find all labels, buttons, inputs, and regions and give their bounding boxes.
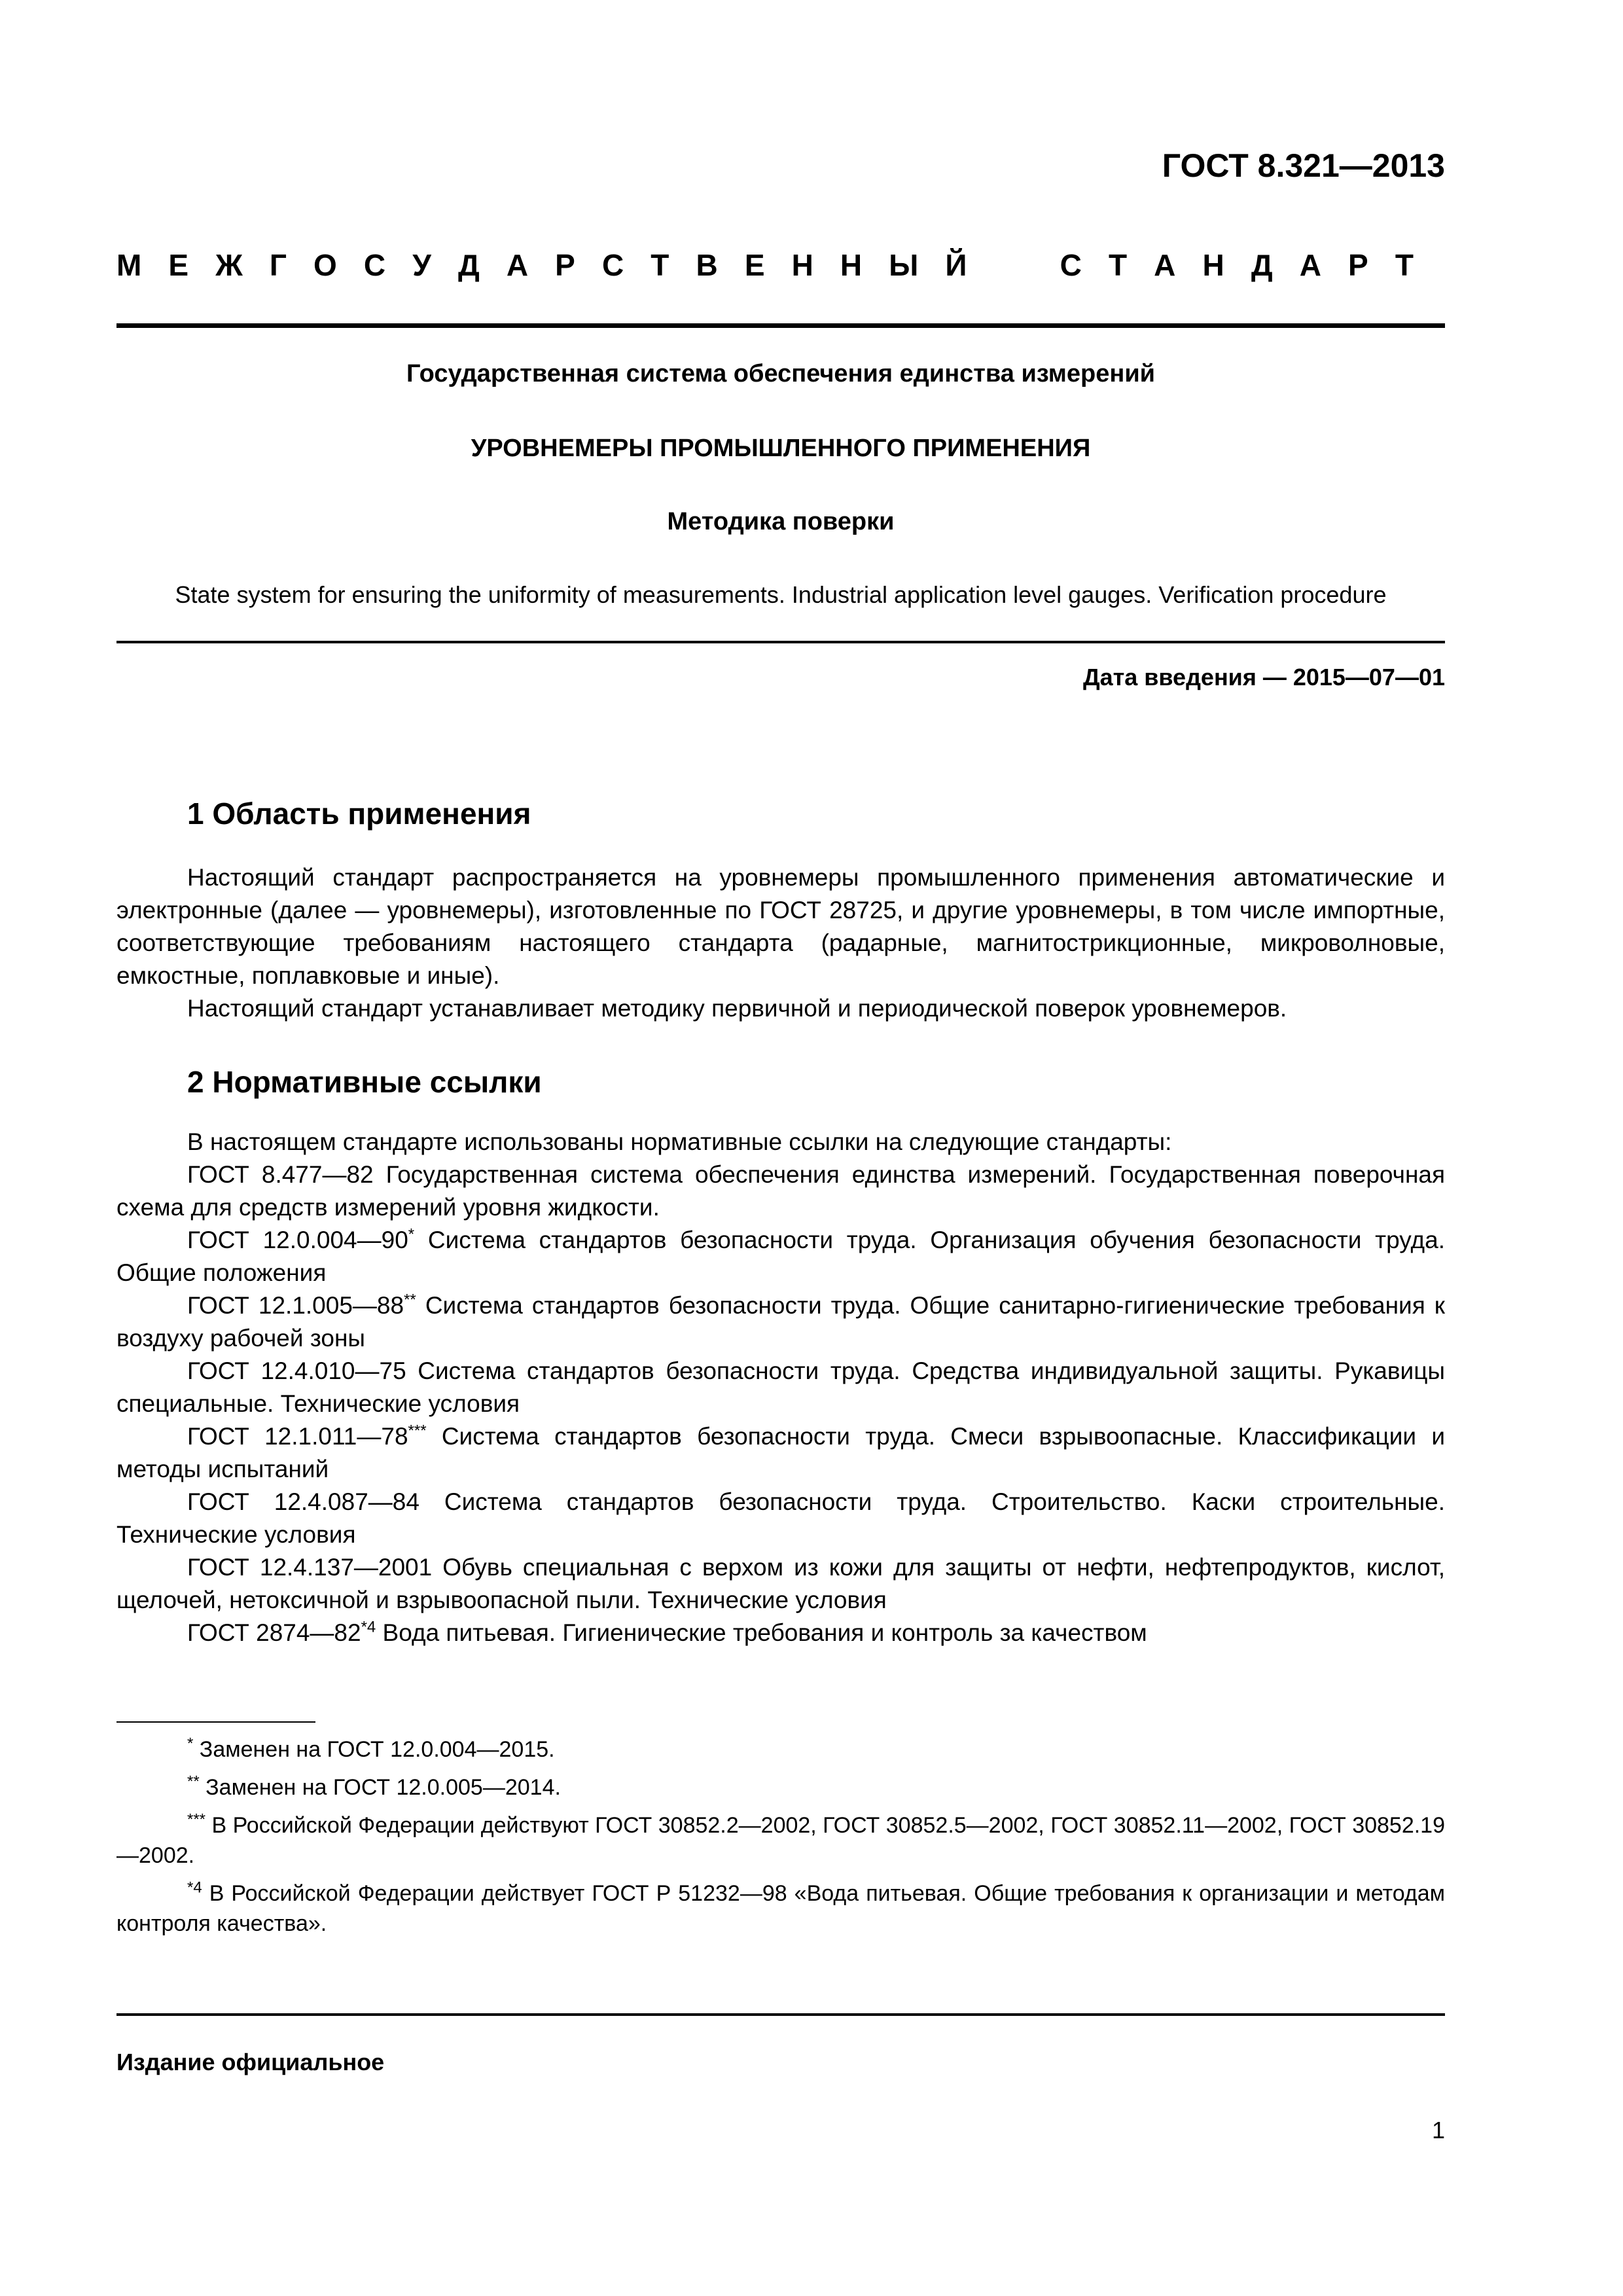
reference-text: Система стандартов безопасности труда. Строительство. Каски строительные. Технические условия bbox=[116, 1488, 1446, 1548]
paragraph: Настоящий стандарт распространяется на уровнемеры промышленного применения автоматические и электронные (далее — уровнемеры), изготовленные по ГОСТ 28725, и другие уровнемеры, в том числе импортные, соответствующие требованиям настоящего стандарта (радарные, магнитострикционные, микроволновые, емкостные, поплавковые и иные). bbox=[116, 864, 1445, 989]
banner-letter: Д bbox=[1251, 248, 1273, 282]
banner-word-gap bbox=[994, 247, 1033, 283]
footnote-mark: ** bbox=[404, 1291, 416, 1309]
footnote-text: В Российской Федерации действует ГОСТ Р 51232—98 «Вода питьевая. Общие требования к организации и методам контроля качества». bbox=[116, 1881, 1445, 1936]
banner-letter: Н bbox=[791, 248, 813, 282]
footnotes bbox=[116, 1734, 1445, 1946]
reference-item bbox=[116, 1355, 1445, 1420]
reference-code: ГОСТ 12.1.005—88 bbox=[187, 1292, 404, 1319]
interstate-standard-banner bbox=[116, 247, 1414, 283]
section-1-heading: 1 Область применения bbox=[187, 797, 531, 831]
footnote-mark: * bbox=[187, 1734, 194, 1753]
footnote-mark: *** bbox=[187, 1810, 206, 1829]
banner-letter: У bbox=[412, 248, 431, 282]
banner-letter: С bbox=[363, 248, 386, 282]
page-number: 1 bbox=[1431, 2117, 1445, 2144]
main-title: УРОВНЕМЕРЫ ПРОМЫШЛЕННОГО ПРИМЕНЕНИЯ bbox=[471, 435, 1091, 462]
banner-letter: А bbox=[1299, 248, 1321, 282]
introduction-date: Дата введения — 2015—07—01 bbox=[1082, 664, 1445, 691]
banner-letter: Ж bbox=[215, 248, 243, 282]
banner-letter: Н bbox=[840, 248, 863, 282]
banner-letter: М bbox=[116, 248, 142, 282]
section-2-body bbox=[116, 1126, 1445, 1649]
reference-item bbox=[116, 1158, 1445, 1224]
gost-number: ГОСТ 8.321—2013 bbox=[1162, 147, 1445, 184]
footnote-mark: ** bbox=[187, 1772, 200, 1791]
footnote bbox=[116, 1772, 1445, 1803]
banner-letter: Т bbox=[1108, 248, 1128, 282]
banner-letter: Т bbox=[1395, 248, 1414, 282]
footnote-text: Заменен на ГОСТ 12.0.004—2015. bbox=[193, 1737, 555, 1762]
banner-letter: Й bbox=[945, 248, 967, 282]
reference-code: ГОСТ 12.4.137—2001 bbox=[187, 1554, 433, 1581]
sub-title: Методика поверки bbox=[667, 508, 895, 535]
banner-letter: Т bbox=[651, 248, 669, 282]
banner-letter: Д bbox=[457, 248, 480, 282]
footnote bbox=[116, 1810, 1445, 1871]
reference-code: ГОСТ 12.4.087—84 bbox=[187, 1488, 419, 1515]
banner-letter: С bbox=[1060, 248, 1082, 282]
reference-item bbox=[116, 1420, 1445, 1486]
section-2-heading: 2 Нормативные ссылки bbox=[187, 1065, 542, 1099]
banner-letter: Е bbox=[168, 248, 189, 282]
paragraph: В настоящем стандарте использованы нормативные ссылки на следующие стандарты: bbox=[187, 1128, 1172, 1155]
footnote-text: В Российской Федерации действуют ГОСТ 30852.2—2002, ГОСТ 30852.5—2002, ГОСТ 30852.11—2002, ГОСТ 30852.19—2002. bbox=[116, 1813, 1446, 1868]
banner-letter: О bbox=[313, 248, 337, 282]
section-1-body bbox=[116, 861, 1445, 1025]
banner-letter: Г bbox=[269, 248, 287, 282]
footnote-mark: *** bbox=[408, 1422, 427, 1440]
paragraph: Настоящий стандарт устанавливает методику первичной и периодической поверок уровнемеров. bbox=[187, 995, 1287, 1022]
reference-code: ГОСТ 12.4.010—75 bbox=[187, 1357, 406, 1384]
footnote bbox=[116, 1734, 1445, 1765]
reference-text: Обувь специальная с верхом из кожи для защиты от нефти, нефтепродуктов, кислот, щелочей, нетоксичной и взрывоопасной пыли. Технические условия bbox=[116, 1554, 1445, 1613]
reference-item bbox=[116, 1551, 1445, 1617]
reference-item bbox=[116, 1486, 1445, 1551]
banner-letter: А bbox=[1154, 248, 1176, 282]
reference-code: ГОСТ 12.0.004—90 bbox=[187, 1227, 408, 1253]
edition-label: Издание официальное bbox=[116, 2049, 385, 2075]
reference-text: Система стандартов безопасности труда. Смеси взрывоопасные. Классификации и методы испытаний bbox=[116, 1423, 1446, 1482]
banner-letter: Е bbox=[744, 248, 765, 282]
reference-item bbox=[116, 1224, 1445, 1289]
footnote bbox=[116, 1878, 1445, 1939]
reference-text: Система стандартов безопасности труда. Общие санитарно-гигиенические требования к воздуху рабочей зоны bbox=[116, 1292, 1445, 1352]
reference-code: ГОСТ 8.477—82 bbox=[187, 1161, 374, 1188]
footnote-mark: *4 bbox=[361, 1618, 376, 1636]
footnote-mark: *4 bbox=[187, 1878, 202, 1897]
english-title: State system for ensuring the uniformity of measurements. Industrial application level gauges. Verification procedure bbox=[175, 581, 1387, 608]
reference-text: Система стандартов безопасности труда. Организация обучения безопасности труда. Общие положения bbox=[116, 1227, 1446, 1286]
banner-letter: Н bbox=[1202, 248, 1224, 282]
system-title: Государственная система обеспечения единства измерений bbox=[406, 360, 1156, 387]
banner-letter: Р bbox=[1348, 248, 1368, 282]
banner-letter: Ы bbox=[889, 248, 919, 282]
banner-letter: В bbox=[696, 248, 718, 282]
banner-letter: С bbox=[601, 248, 624, 282]
banner-letter: Р bbox=[555, 248, 575, 282]
footnote-mark: * bbox=[408, 1225, 415, 1244]
reference-text: Система стандартов безопасности труда. Средства индивидуальной защиты. Рукавицы специальные. Технические условия bbox=[116, 1357, 1445, 1417]
reference-text: Государственная система обеспечения единства измерений. Государственная поверочная схема для средств измерений уровня жидкости. bbox=[116, 1161, 1445, 1221]
reference-code: ГОСТ 12.1.011—78 bbox=[187, 1423, 408, 1450]
reference-code: ГОСТ 2874—82 bbox=[187, 1619, 361, 1646]
title-rule bbox=[116, 641, 1445, 643]
reference-text: Вода питьевая. Гигиенические требования и контроль за качеством bbox=[376, 1619, 1147, 1646]
reference-item bbox=[116, 1617, 1445, 1649]
top-rule bbox=[116, 323, 1445, 328]
bottom-rule bbox=[116, 2013, 1445, 2016]
reference-item bbox=[116, 1289, 1445, 1355]
footnote-text: Заменен на ГОСТ 12.0.005—2014. bbox=[199, 1775, 561, 1800]
banner-letter: А bbox=[506, 248, 529, 282]
footnote-separator bbox=[116, 1721, 315, 1723]
